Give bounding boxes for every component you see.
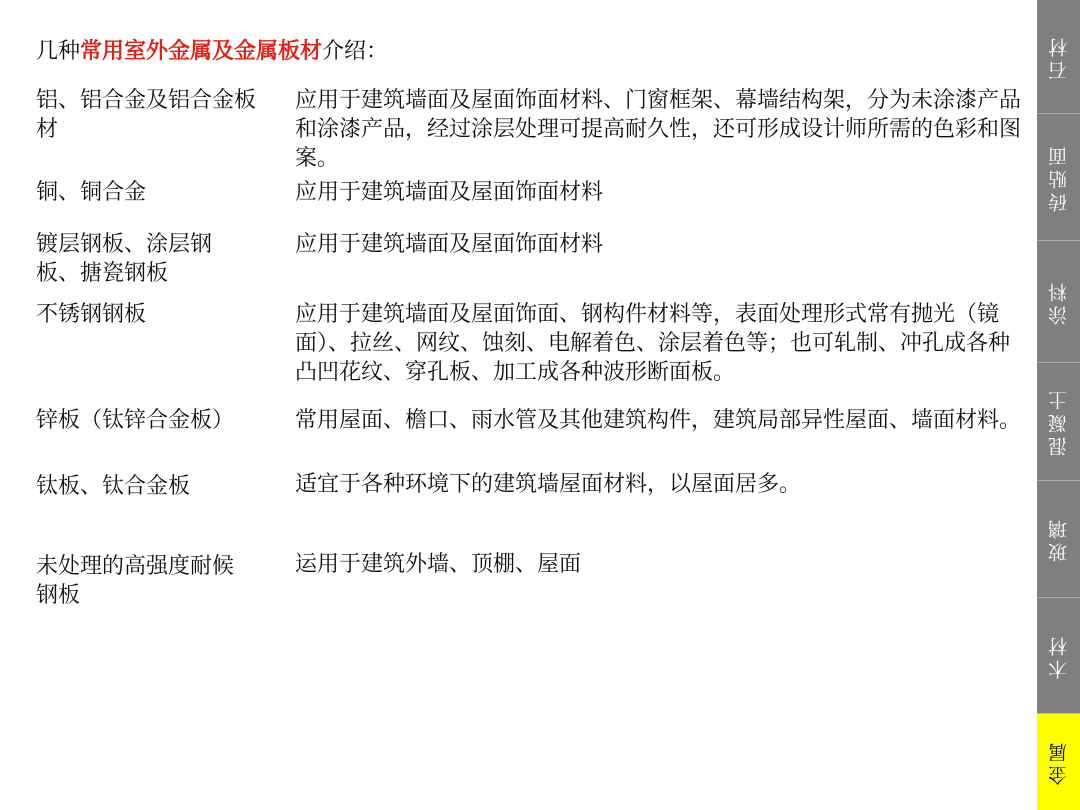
tab-tile[interactable] <box>1037 113 1080 240</box>
material-description: 适宜于各种环境下的建筑墙屋面材料，以屋面居多。 <box>295 472 802 497</box>
title-highlight: 常用室外金属及金属板材 <box>80 39 323 64</box>
material-term: 镀层钢板、涂层钢板、搪瓷钢板 <box>36 232 213 286</box>
material-term: 未处理的高强度耐候钢板 <box>36 554 235 608</box>
tab-wood[interactable] <box>1037 597 1080 713</box>
material-term: 铜、铜合金 <box>36 180 147 205</box>
tab-label: 混凝土 <box>1048 387 1070 456</box>
category-sidebar <box>1037 0 1080 810</box>
material-description: 应用于建筑墙面及屋面饰面、钢构件材料等，表面处理形式常有抛光（镜面）、拉丝、网纹、蚀刻、电解着色、涂层着色等；也可轧制、冲孔成各种凸凹花纹、穿孔板、加工成各种波形断面板。 <box>295 302 1011 385</box>
tab-label: 石材 <box>1048 33 1070 80</box>
title-suffix: 介绍： <box>322 39 389 64</box>
tab-label: 涂料 <box>1048 278 1070 325</box>
material-description: 运用于建筑外墙、顶棚、屋面 <box>295 552 582 577</box>
material-description: 应用于建筑墙面及屋面饰面材料、门窗框架、幕墙结构架，分为未涂漆产品和涂漆产品，经过涂层处理可提高耐久性，还可形成设计师所需的色彩和图案。 <box>295 88 1022 171</box>
tab-label: 金属 <box>1048 739 1070 785</box>
tab-label: 玻璃 <box>1048 516 1070 562</box>
material-term: 铝、铝合金及铝合金板材 <box>36 88 257 142</box>
slide-title <box>36 38 388 66</box>
tab-label: 木材 <box>1048 632 1070 679</box>
material-term: 不锈钢钢板 <box>36 302 147 327</box>
tab-metal[interactable] <box>1037 713 1080 810</box>
title-prefix: 几种 <box>36 39 81 64</box>
tab-concrete[interactable] <box>1037 362 1080 480</box>
material-term: 锌板（钛锌合金板） <box>36 408 235 433</box>
tab-glass[interactable] <box>1037 480 1080 597</box>
material-description: 应用于建筑墙面及屋面饰面材料 <box>295 180 604 205</box>
material-description: 应用于建筑墙面及屋面饰面材料 <box>295 232 604 257</box>
material-description: 常用屋面、檐口、雨水管及其他建筑构件，建筑局部异性屋面、墙面材料。 <box>295 408 1022 433</box>
tab-paint[interactable] <box>1037 240 1080 362</box>
tab-stone[interactable] <box>1037 0 1080 113</box>
tab-label: 砖贴面 <box>1048 142 1070 212</box>
material-term: 钛板、钛合金板 <box>36 474 191 499</box>
